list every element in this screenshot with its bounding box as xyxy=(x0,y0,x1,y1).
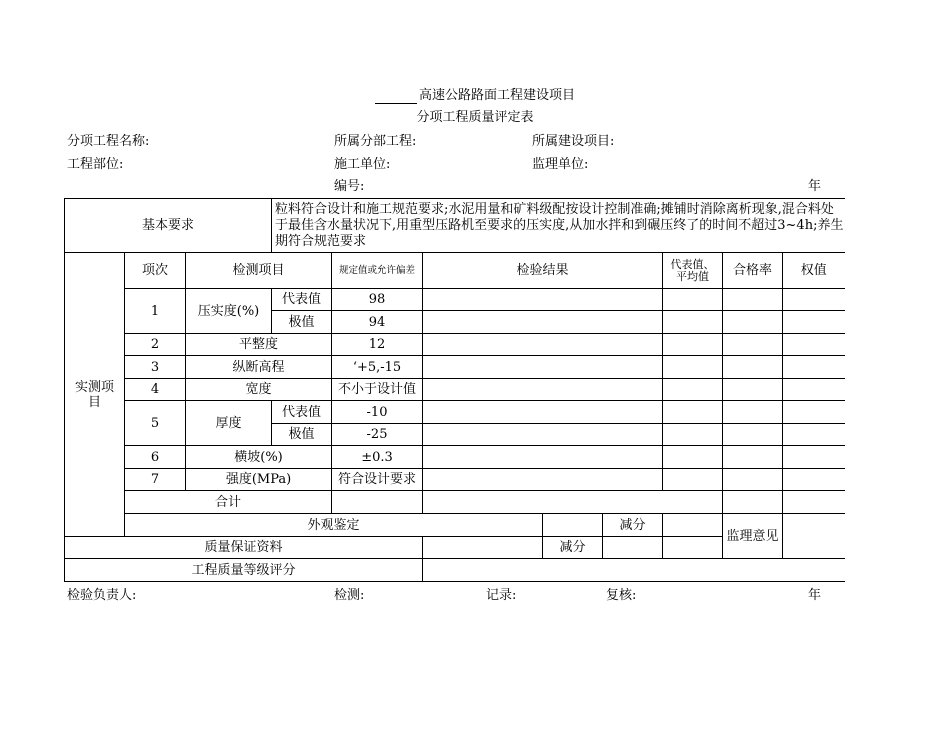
row-item: 压实度(%) xyxy=(186,289,272,334)
project-title xyxy=(0,88,950,104)
result-cell[interactable] xyxy=(423,289,663,311)
result-cell[interactable] xyxy=(423,356,663,379)
appearance-deduct-label: 减分 xyxy=(603,514,663,537)
col-header-average: 代表值、平均值 xyxy=(663,253,723,289)
col-header-item: 检测项目 xyxy=(186,253,332,289)
table-row xyxy=(65,289,845,311)
row-no: 1 xyxy=(125,289,186,334)
col-header-weight: 权值 xyxy=(783,253,845,289)
weight-cell[interactable] xyxy=(783,311,845,334)
row-spec: 不小于设计值 xyxy=(332,379,423,401)
row-no: 5 xyxy=(125,401,186,446)
weight-cell[interactable] xyxy=(783,379,845,401)
pass-rate-cell[interactable] xyxy=(723,356,783,379)
row-spec: ‘+5,-15 xyxy=(332,356,423,379)
row-spec: ±0.3 xyxy=(332,446,423,469)
quality-docs-deduct-value[interactable] xyxy=(603,537,663,559)
quality-docs-value-cell[interactable] xyxy=(423,537,543,559)
supervision-opinion-label: 监理意见 xyxy=(723,514,783,559)
quality-docs-label: 质量保证资料 xyxy=(65,537,423,559)
total-label: 合计 xyxy=(125,491,332,514)
table-row xyxy=(65,356,845,379)
row-spec: -25 xyxy=(332,424,423,446)
average-cell[interactable] xyxy=(663,289,723,311)
pass-rate-cell[interactable] xyxy=(723,401,783,424)
total-spec-cell[interactable] xyxy=(332,491,423,514)
total-row xyxy=(65,491,845,514)
row-subitem: 极值 xyxy=(272,311,332,334)
average-cell[interactable] xyxy=(663,379,723,401)
basic-requirements-text: 粒料符合设计和施工规范要求;水泥用量和矿料级配按设计控制准确;摊铺时消除离析现象,混合料处于最佳含水量状况下,用重型压路机至要求的压实度,从加水拌和到碾压终了的时间不超过3~4h;养生期符合规范要求 xyxy=(272,199,845,253)
weight-cell[interactable] xyxy=(783,469,845,491)
row-no: 4 xyxy=(125,379,186,401)
measured-items-label: 实测项目 xyxy=(65,253,125,537)
row-subitem: 极值 xyxy=(272,424,332,446)
row-item: 横坡(%) xyxy=(186,446,332,469)
row-spec: 12 xyxy=(332,334,423,356)
weight-cell[interactable] xyxy=(783,356,845,379)
quality-docs-deduct-label: 减分 xyxy=(543,537,603,559)
col-header-spec: 规定值或允许偏差 xyxy=(332,253,423,289)
pass-rate-cell[interactable] xyxy=(723,469,783,491)
row-spec: 符合设计要求 xyxy=(332,469,423,491)
col-header-pass-rate: 合格率 xyxy=(723,253,783,289)
average-cell[interactable] xyxy=(663,311,723,334)
pass-rate-cell[interactable] xyxy=(723,334,783,356)
row-no: 3 xyxy=(125,356,186,379)
table-row xyxy=(65,379,845,401)
table-row xyxy=(65,334,845,356)
result-cell[interactable] xyxy=(423,334,663,356)
average-cell[interactable] xyxy=(663,334,723,356)
weight-cell[interactable] xyxy=(783,401,845,424)
quality-assessment-table xyxy=(64,198,845,582)
weight-cell[interactable] xyxy=(783,289,845,311)
row-spec: -10 xyxy=(332,401,423,424)
average-cell[interactable] xyxy=(663,469,723,491)
pass-rate-cell[interactable] xyxy=(723,446,783,469)
supervisor-label: 监理单位: xyxy=(532,157,589,172)
contractor-label: 施工单位: xyxy=(334,157,391,172)
average-cell[interactable] xyxy=(663,401,723,424)
row-no: 2 xyxy=(125,334,186,356)
row-no: 6 xyxy=(125,446,186,469)
row-item: 厚度 xyxy=(186,401,272,446)
average-cell[interactable] xyxy=(663,356,723,379)
table-row xyxy=(65,401,845,424)
col-header-no: 项次 xyxy=(125,253,186,289)
table-row xyxy=(65,469,845,491)
number-label: 编号: xyxy=(334,179,365,194)
project-label: 所属建设项目: xyxy=(532,134,615,149)
footer-year-label: 年 xyxy=(808,588,822,603)
project-title-text: 高速公路路面工程建设项目 xyxy=(418,88,575,103)
pass-rate-cell[interactable] xyxy=(723,379,783,401)
total-weight-cell[interactable] xyxy=(783,491,845,514)
total-result-cell[interactable] xyxy=(423,491,723,514)
result-cell[interactable] xyxy=(423,311,663,334)
tester-label: 检测: xyxy=(334,588,365,603)
row-item: 平整度 xyxy=(186,334,332,356)
average-cell[interactable] xyxy=(663,424,723,446)
row-spec: 94 xyxy=(332,311,423,334)
basic-requirements-label: 基本要求 xyxy=(65,199,272,253)
grade-label: 工程质量等级评分 xyxy=(65,559,423,582)
row-spec: 98 xyxy=(332,289,423,311)
subitem-name-label: 分项工程名称: xyxy=(67,134,150,149)
result-cell[interactable] xyxy=(423,424,663,446)
location-label: 工程部位: xyxy=(67,157,124,172)
row-no: 7 xyxy=(125,469,186,491)
weight-cell[interactable] xyxy=(783,424,845,446)
total-pass-rate-cell[interactable] xyxy=(723,491,783,514)
average-cell[interactable] xyxy=(663,446,723,469)
header-year-label: 年 xyxy=(808,179,822,194)
form-title: 分项工程质量评定表 xyxy=(416,110,534,125)
result-cell[interactable] xyxy=(423,401,663,424)
pass-rate-cell[interactable] xyxy=(723,424,783,446)
appearance-deduct-value[interactable] xyxy=(663,514,723,537)
col-header-result: 检验结果 xyxy=(423,253,663,289)
result-cell[interactable] xyxy=(423,446,663,469)
weight-cell[interactable] xyxy=(783,334,845,356)
result-cell[interactable] xyxy=(423,469,663,491)
project-name-blank xyxy=(375,90,417,104)
grade-row xyxy=(65,559,845,582)
reviewer-label: 复核: xyxy=(606,588,637,603)
pass-rate-cell[interactable] xyxy=(723,289,783,311)
row-item: 宽度 xyxy=(186,379,332,401)
division-label: 所属分部工程: xyxy=(334,134,417,149)
row-subitem: 代表值 xyxy=(272,401,332,424)
grade-value-cell[interactable] xyxy=(423,559,845,582)
pass-rate-cell[interactable] xyxy=(723,311,783,334)
appearance-label: 外观鉴定 xyxy=(125,514,543,537)
weight-cell[interactable] xyxy=(783,446,845,469)
appearance-value-cell[interactable] xyxy=(543,514,603,537)
row-subitem: 代表值 xyxy=(272,289,332,311)
appearance-row xyxy=(65,514,845,537)
table-row xyxy=(65,446,845,469)
row-item: 纵断高程 xyxy=(186,356,332,379)
inspection-lead-label: 检验负责人: xyxy=(67,588,137,603)
row-item: 强度(MPa) xyxy=(186,469,332,491)
supervision-opinion-cell[interactable] xyxy=(783,514,845,559)
recorder-label: 记录: xyxy=(486,588,517,603)
result-cell[interactable] xyxy=(423,379,663,401)
